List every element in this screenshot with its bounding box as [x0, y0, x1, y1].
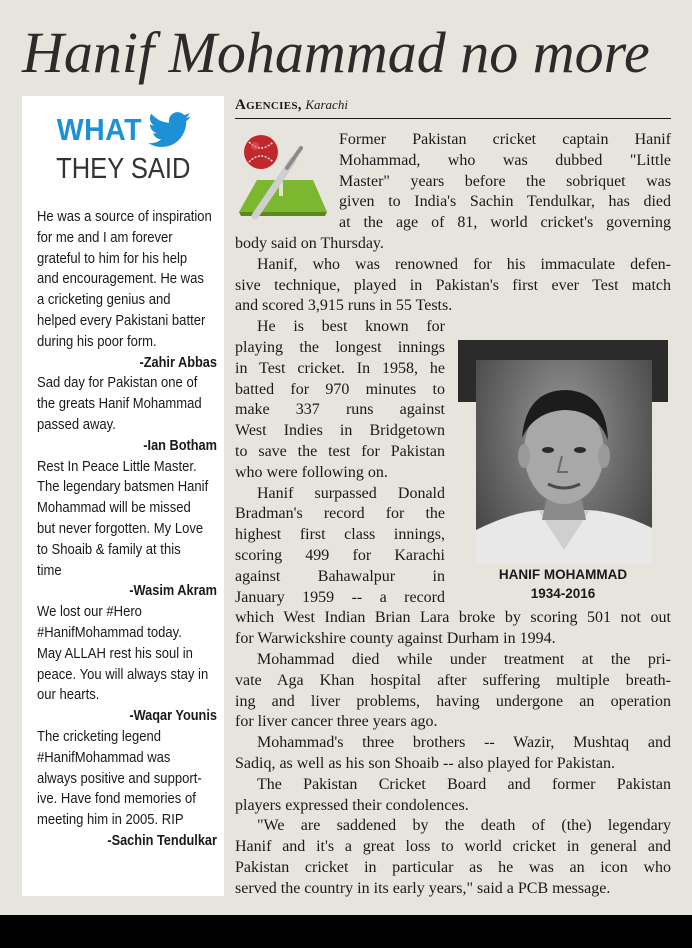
sidebar-heading	[22, 108, 224, 186]
article-line: Mohammad, who was dubbed "Little	[339, 151, 671, 169]
paragraph-7	[235, 775, 671, 817]
article-line: The Pakistan Cricket Board and former Pakistan	[257, 775, 671, 793]
article-line: January 1959 -- a record	[235, 588, 445, 606]
article-line: at the age of 81, world cricket's governing	[339, 214, 671, 232]
quote-line: Rest In Peace Little Master.	[37, 458, 197, 475]
quote-line: grateful to him for his help	[37, 250, 188, 267]
byline-agency: Agencies,	[235, 97, 302, 113]
article-line: highest first class innings,	[235, 526, 445, 544]
quote-line: for me and I am forever	[37, 229, 173, 246]
article-line: body said on Thursday.	[235, 234, 384, 252]
article-line: Hanif and it's a great loss to world cricket in general and	[235, 838, 671, 856]
article-line: which West Indian Brian Lara broke by scoring 501 not out	[235, 609, 671, 627]
paragraph-5	[235, 650, 671, 733]
quote-author: -Wasim Akram	[129, 583, 217, 600]
article-line: scoring 499 for Karachi	[235, 546, 445, 564]
quote-line: He was a source of inspiration	[37, 209, 212, 225]
article-line: served the country in its early years," said a PCB message.	[235, 879, 611, 897]
caption-years: 1934-2016	[530, 586, 596, 601]
article-line: players expressed their condolences.	[235, 796, 469, 814]
article-line: given to India's Sachin Tendulkar, has died	[339, 193, 671, 211]
quote-line: passed away.	[37, 416, 116, 433]
quote-line: our hearts.	[37, 687, 100, 704]
photo-caption	[458, 565, 668, 603]
article-line: Bradman's record for the	[235, 505, 445, 523]
quotes-list	[37, 207, 217, 852]
paragraph-3	[235, 317, 445, 483]
article-line: playing the longest innings	[235, 338, 445, 356]
quote-line: The cricketing legend	[37, 728, 162, 745]
quote-text	[37, 727, 217, 831]
quote-line: peace. You will always stay in	[37, 666, 209, 683]
quote-line: helped every Pakistani batter	[37, 312, 206, 329]
paragraph-8	[235, 816, 671, 899]
article-line: "We are saddened by the death of (the) legendary	[257, 817, 671, 835]
article-line: Hanif, who was renowned for his immaculate defen-	[257, 255, 671, 273]
article-line: make 337 runs against	[235, 401, 445, 419]
quote-text	[37, 207, 217, 353]
quote-line: #HanifMohammad was	[37, 749, 171, 766]
quote-line: The legendary batsmen Hanif	[37, 479, 209, 496]
portrait-photo	[476, 360, 652, 564]
paragraph-6	[235, 733, 671, 775]
quote-line: May ALLAH rest his soul in	[37, 645, 193, 662]
portrait-illustration	[476, 360, 652, 564]
quote-line: but never forgotten. My Love	[37, 520, 204, 537]
headline: Hanif Mohammad no more	[22, 20, 650, 85]
byline	[235, 96, 671, 119]
quote-author: -Sachin Tendulkar	[107, 832, 217, 849]
quote-line: the greats Hanif Mohammad	[37, 396, 202, 413]
article-line: for liver cancer three years ago.	[235, 713, 438, 731]
article-line: Mohammad died while under treatment at the pri-	[257, 650, 671, 668]
quote-author: -Waqar Younis	[129, 708, 217, 725]
article-line: against Bahawalpur in	[235, 567, 445, 585]
quote-wasim-akram	[37, 457, 217, 603]
article-line: Master" years before the sobriquet was	[339, 172, 671, 190]
quote-author: -Ian Botham	[143, 437, 217, 454]
quote-sachin-tendulkar	[37, 727, 217, 852]
caption-name: HANIF MOHAMMAD	[498, 567, 628, 582]
quote-line: ive. Have fond memories of	[37, 791, 196, 808]
article-line: ing and liver problems, having undergone an operation	[235, 692, 671, 710]
paragraph-1	[235, 130, 671, 255]
quote-line: and encouragement. He was	[37, 271, 204, 288]
quote-line: during his poor form.	[37, 333, 157, 350]
what-they-said-sidebar	[22, 96, 224, 896]
quote-line: #HanifMohammad today.	[37, 624, 182, 641]
article-line: vate Aga Khan hospital after suffering multiple breath-	[235, 671, 671, 689]
article-line: to save the test for Pakistan	[235, 442, 445, 460]
quote-line: to Shoaib & family at this	[37, 541, 181, 558]
article-line: Hanif surpassed Donald	[257, 484, 445, 502]
quote-text	[37, 602, 217, 706]
article-line: in Test cricket. In 1958, he	[235, 359, 445, 377]
article-line: Former Pakistan cricket captain Hanif	[339, 131, 671, 148]
article-line: batted for 970 minutes to	[235, 380, 445, 398]
article-line: sive technique, played in Pakistan's first ever Test match	[235, 276, 671, 294]
article-line: West Indies in Bridgetown	[235, 422, 445, 440]
article-line: Mohammad's three brothers -- Wazir, Mushtaq and	[257, 734, 671, 752]
heading-what: WHAT	[56, 112, 142, 147]
quote-waqar-younis	[37, 602, 217, 727]
quote-text	[37, 457, 217, 582]
quote-line: We lost our #Hero	[37, 604, 142, 621]
byline-place: Karachi	[305, 97, 348, 112]
quote-line: always positive and support-	[37, 770, 202, 787]
quote-line: Sad day for Pakistan one of	[37, 375, 198, 392]
article-line: He is best known for	[257, 318, 445, 336]
quote-text	[37, 373, 217, 435]
article-line: for Warwickshire county against Durham in 1994.	[235, 630, 556, 648]
heading-they-said: THEY SAID	[55, 153, 191, 185]
quote-author: -Zahir Abbas	[139, 354, 217, 371]
quote-line: time	[37, 562, 62, 579]
article-line: and scored 3,915 runs in 55 Tests.	[235, 297, 453, 315]
article-line: Pakistan cricket in particular as he was an icon who	[235, 858, 671, 876]
quote-ian-botham	[37, 373, 217, 456]
quote-line: Mohammad will be missed	[37, 500, 191, 517]
bottom-black-bar	[0, 915, 692, 948]
twitter-bird-icon	[147, 112, 193, 148]
article-line: who were following on.	[235, 463, 388, 481]
quote-zahir-abbas	[37, 207, 217, 373]
quote-line: meeting him in 2005. RIP	[37, 812, 184, 829]
article-line: Sadiq, as well as his son Shoaib -- also played for Pakistan.	[235, 754, 615, 772]
quote-line: a cricketing genius and	[37, 292, 171, 309]
paragraph-2	[235, 255, 671, 317]
